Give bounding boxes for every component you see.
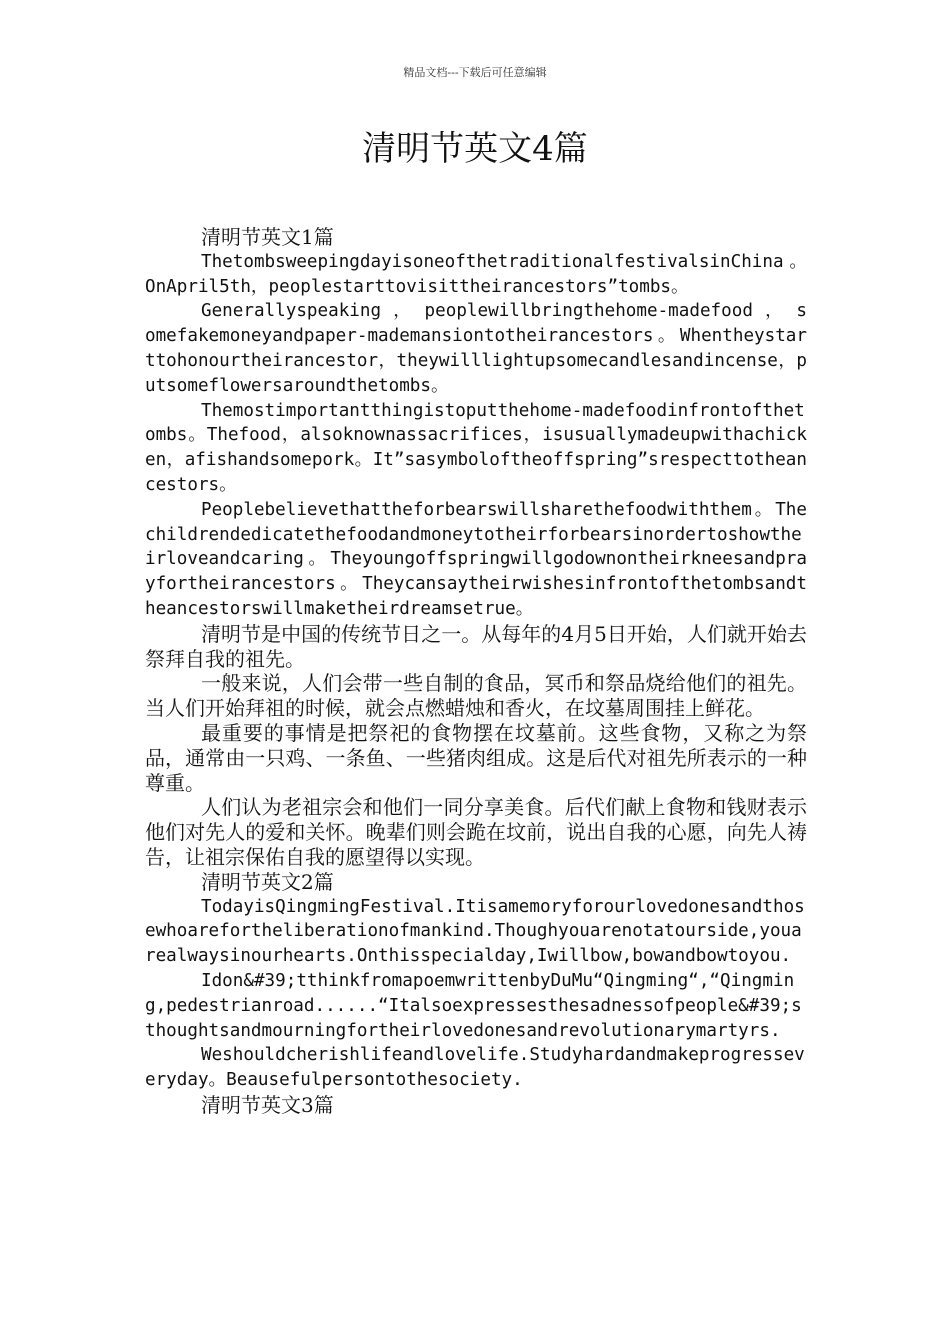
paragraph-en: Peoplebelievethattheforbearswillsharethefoodwiththem。Thechildrendedicatethefoodandmoneytotheirforbearsinordertoshowtheirloveandcaring。Theyoungoffspringwillgodownontheirkneesandprayfortheirancestors。Theycansaytheirwishesinfrontofthetombsandtheancestorswillmaketheirdreamsetrue。 (145, 499, 807, 619)
paragraph-en: Idon&#39;tthinkfromapoemwrittenbyDuMu“Qingming“,“Qingming,pedestrianroad......“Italsoexpressesthesadnessofpeople&#39;sthoughtsandmourningfortheirlovedonesandrevolutionarymartyrs. (145, 970, 802, 1041)
document-body (145, 225, 807, 1118)
section-heading: 清明节英文1篇 (201, 225, 334, 249)
paragraph-zh: 人们认为老祖宗会和他们一同分享美食。后代们献上食物和钱财表示他们对先人的爱和关怀。晚辈们则会跪在坟前，说出自我的心愿，向先人祷告，让祖宗保佑自我的愿望得以实现。 (145, 795, 807, 869)
paragraph-zh: 最重要的事情是把祭祀的食物摆在坟墓前。这些食物，又称之为祭品，通常由一只鸡、一条鱼、一些猪肉组成。这是后代对祖先所表示的一种尊重。 (145, 720, 807, 795)
paragraph-en: Themostimportantthingistoputthehome-madefoodinfrontofthetombs。Thefood，alsoknownassacrifices，isusuallymadeupwithachicken，afishandsomepork。It”sasymboloftheoffspring”srespecttotheancestors。 (145, 400, 807, 495)
section-heading: 清明节英文2篇 (201, 869, 334, 894)
document-title: 清明节英文4篇 (362, 129, 588, 169)
page-header-note: 精品文档---下载后可任意编辑 (403, 66, 547, 79)
section-heading: 清明节英文3篇 (201, 1092, 334, 1117)
paragraph-en: TodayisQingmingFestival.Itisamemoryforourlovedonesandthosewhoarefortheliberationofmankind.Thoughyouarenotatoursidе,youarealwaysinourhearts.Onthisspecialday,Iwillbow,bowandbowtoyou. (145, 896, 805, 967)
paragraph-en: Generallyspeaking ， peoplewillbringthehome-madefood ， somefakemoneyandpaper-mademansiontotheirancestors。Whentheystarttohonourtheirancestor，theywilllightupsomecandlesandincense，putsomeflowersaroundthetombs。 (145, 301, 807, 396)
paragraph-en: ThetombsweepingdayisoneofthetraditionalfestivalsinChina。OnApril5th，peoplestarttovisittheirancestors”tombs。 (145, 251, 807, 297)
paragraph-en: Weshouldcherishlifeandlovelife.Studyhardandmakeprogresseveryday。Beausefulpersontothesociety. (145, 1045, 805, 1091)
paragraph-zh: 清明节是中国的传统节日之一。从每年的4月5日开始，人们就开始去祭拜自我的祖先。 (145, 621, 807, 671)
paragraph-zh: 一般来说，人们会带一些自制的食品，冥币和祭品烧给他们的祖先。当人们开始拜祖的时候，就会点燃蜡烛和香火，在坟墓周围挂上鲜花。 (145, 671, 807, 721)
